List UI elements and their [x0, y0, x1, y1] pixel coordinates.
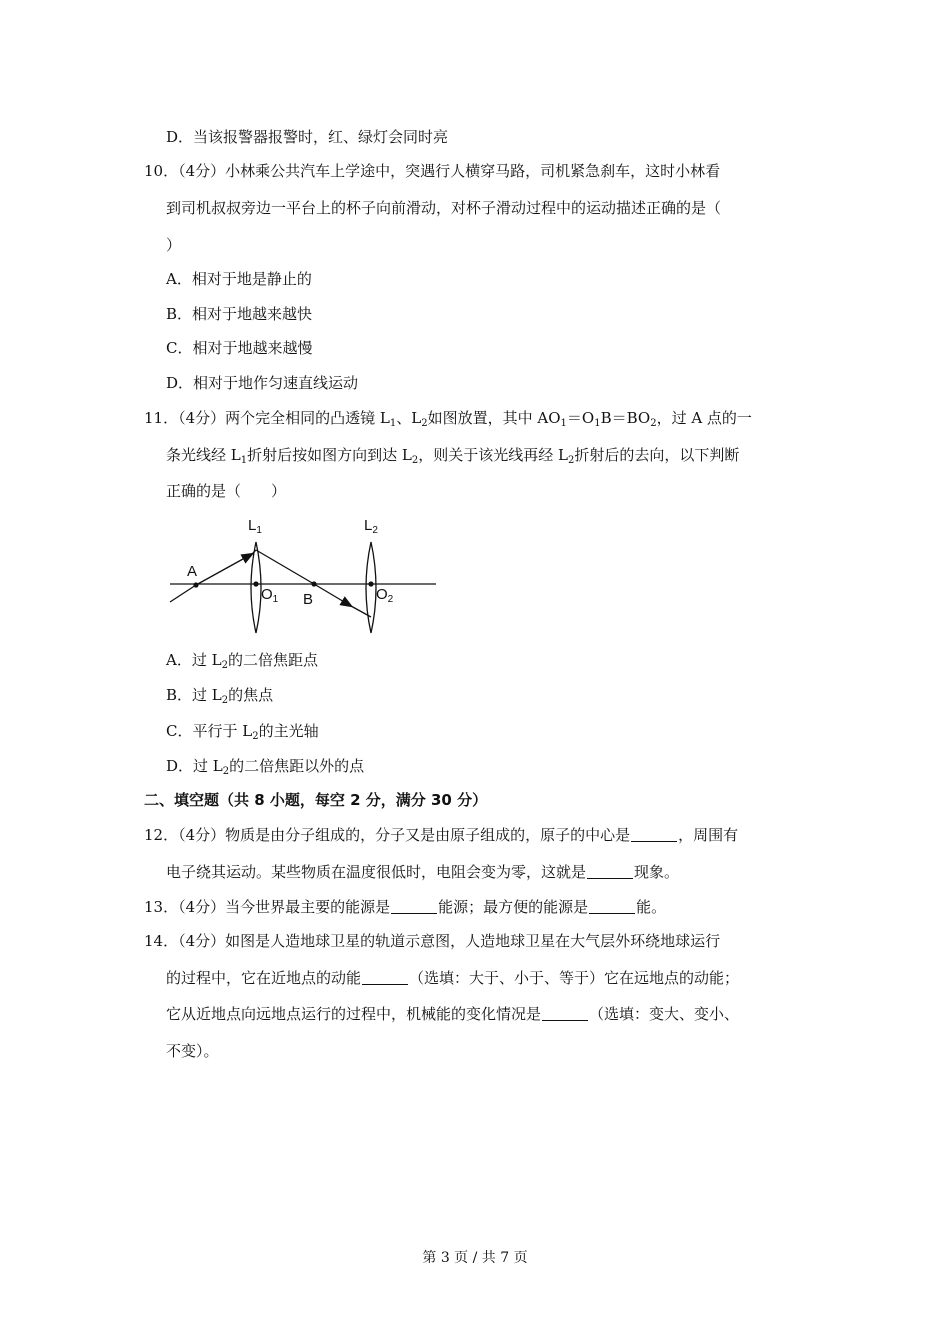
- refracted-ray-arrow: [314, 584, 351, 606]
- q13-stem: 13．（4分）当今世界最主要的能源是 能源；最方便的能源是 能。: [144, 898, 667, 916]
- q10-option-d: D．相对于地作匀速直线运动: [166, 374, 359, 392]
- answer-blank[interactable]: [587, 864, 633, 879]
- q14-stem-line4: 不变）。: [166, 1042, 219, 1060]
- section-2-title: 二、填空题（共 8 小题，每空 2 分，满分 30 分）: [144, 791, 488, 809]
- point-o1: [253, 581, 258, 586]
- label-o2: $O_2$: [376, 586, 394, 605]
- q10-option-c: C．相对于地越来越慢: [166, 339, 313, 357]
- q10-option-b: B．相对于地越来越快: [166, 305, 313, 323]
- lens-diagram: [168, 510, 448, 635]
- q12-stem-line1: 12．（4分）物质是由分子组成的，分子又是由原子组成的，原子的中心是 ，周围有: [144, 826, 739, 844]
- label-l2: $L_2$: [364, 517, 378, 536]
- q9-option-d: D．当该报警器报警时，红、绿灯会同时亮: [166, 128, 449, 146]
- label-l1: $L_1$: [248, 517, 262, 536]
- lens-l1: [251, 542, 261, 633]
- lens-l2: [366, 542, 376, 633]
- answer-blank[interactable]: [542, 1006, 588, 1021]
- q14-stem-line2: 的过程中，它在近地点的动能 （选填：大于、小于、等于）它在远地点的动能；: [166, 969, 740, 987]
- label-o1: $O_1$: [261, 586, 279, 605]
- q11-option-c: C．平行于 $L_2$的主光轴: [166, 722, 319, 742]
- answer-blank[interactable]: [589, 899, 635, 914]
- answer-blank[interactable]: [631, 827, 677, 842]
- answer-blank[interactable]: [391, 899, 437, 914]
- q11-option-a: A．过 $L_2$的二倍焦距点: [166, 651, 318, 671]
- label-b: B: [303, 591, 314, 608]
- q10-option-a: A．相对于地是静止的: [166, 270, 312, 288]
- q11-stem-line2: 条光线经 $L_1$折射后按如图方向到达 $L_2$，则关于该光线再经 $L_2$折射后的去向，以下判断: [166, 446, 740, 466]
- incident-ray: [196, 554, 252, 585]
- q10-stem-line1: 10．（4分）小林乘公共汽车上学途中，突遇行人横穿马路，司机紧急刹车，这时小林看: [144, 162, 721, 180]
- refracted-ray: [256, 550, 314, 584]
- page-footer: 第 3 页 / 共 7 页: [422, 1250, 528, 1266]
- q11-option-b: B．过 $L_2$的焦点: [166, 686, 274, 706]
- point-b: [311, 581, 316, 586]
- incident-ray-tail: [170, 585, 196, 602]
- answer-blank[interactable]: [362, 970, 408, 985]
- q11-stem-line3: 正确的是（ ）: [166, 482, 287, 500]
- q10-stem-line3: ）: [166, 236, 182, 254]
- q14-stem-line1: 14．（4分）如图是人造地球卫星的轨道示意图，人造地球卫星在大气层外环绕地球运行: [144, 932, 721, 950]
- q11-stem-line1: 11．（4分）两个完全相同的凸透镜 $L_1$、$L_2$如图放置，其中 $AO_1=O_1B=BO_2$，过 A 点的一: [144, 409, 752, 429]
- point-o2: [368, 581, 373, 586]
- q11-option-d: D．过 $L_2$的二倍焦距以外的点: [166, 757, 365, 777]
- point-a: [193, 582, 198, 587]
- q12-stem-line2: 电子绕其运动。某些物质在温度很低时，电阻会变为零，这就是 现象。: [166, 863, 680, 881]
- label-a: A: [187, 563, 198, 580]
- q10-stem-line2: 到司机叔叔旁边一平台上的杯子向前滑动，对杯子滑动过程中的运动描述正确的是（: [166, 199, 722, 217]
- q14-stem-line3: 它从近地点向远地点运行的过程中，机械能的变化情况是 （选填：变大、变小、: [166, 1005, 740, 1023]
